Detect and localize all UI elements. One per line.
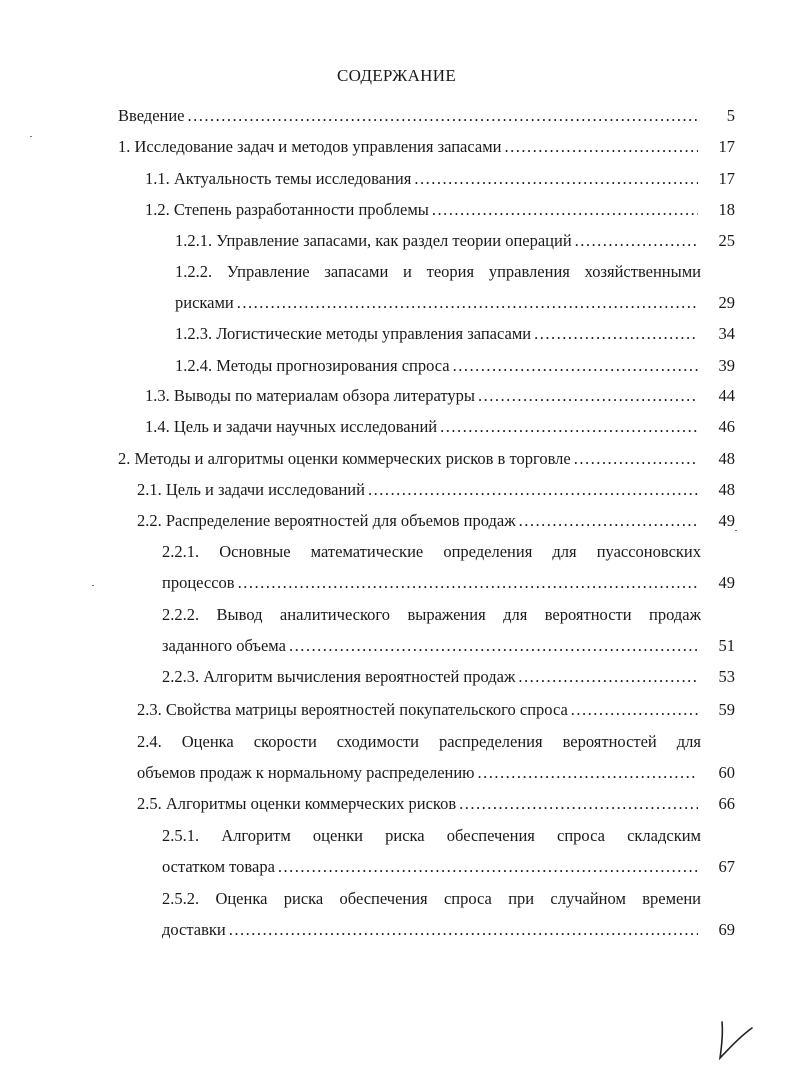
- leader-dots: [289, 635, 698, 657]
- toc-entry-title-cont: процессов: [162, 573, 235, 592]
- leader-dots: [368, 479, 698, 501]
- toc-entry-title: 1.4. Цель и задачи научных исследований: [145, 417, 438, 436]
- toc-entry: [175, 292, 735, 314]
- toc-entry-title: 2. Методы и алгоритмы оценки коммерческих рисков в торговле: [118, 449, 571, 468]
- toc-page-number: 5: [726, 106, 735, 125]
- page-title: СОДЕРЖАНИЕ: [336, 66, 457, 85]
- leader-dots: [188, 105, 698, 127]
- leader-dots: [534, 323, 698, 345]
- toc-entry-title: 1.1. Актуальность темы исследования: [145, 169, 412, 188]
- toc-entry-title-cont: доставки: [162, 920, 226, 939]
- toc-entry-title: 2.2.3. Алгоритм вычисления вероятностей продаж: [162, 667, 516, 686]
- toc-entry: [137, 479, 735, 501]
- leader-dots: [459, 793, 698, 815]
- toc-entry: [145, 385, 735, 407]
- toc-entry: [137, 510, 735, 532]
- toc-entry-title: 1.3. Выводы по материалам обзора литературы: [145, 386, 475, 405]
- toc-entry: [118, 105, 735, 127]
- leader-dots: [571, 699, 698, 721]
- toc-entry: [137, 793, 735, 815]
- toc-page-number: 34: [718, 324, 735, 343]
- toc-entry: [175, 355, 735, 377]
- leader-dots: [229, 919, 698, 941]
- leader-dots: [504, 136, 698, 158]
- scan-speck: [30, 136, 32, 137]
- toc-entry-title: 2.3. Свойства матрицы вероятностей покупательского спроса: [137, 700, 568, 719]
- leader-dots: [478, 385, 698, 407]
- toc-entry: [162, 919, 735, 941]
- toc-entry-title: 2.2.1. Основные математические определения для пуассоновских: [162, 542, 701, 561]
- toc-entry-title: 2.5.2. Оценка риска обеспечения спроса при случайном времени: [162, 889, 701, 908]
- toc-entry: [145, 168, 735, 190]
- leader-dots: [237, 292, 698, 314]
- toc-entry-title: 1.2.2. Управление запасами и теория управления хозяйственными: [175, 262, 701, 281]
- toc-page-number: 49: [718, 573, 735, 592]
- toc-entry: [137, 699, 735, 721]
- toc-page-number: 53: [718, 667, 735, 686]
- toc-entry-line1: [162, 541, 735, 563]
- toc-entry-title: 1.2.1. Управление запасами, как раздел теории операций: [175, 231, 572, 250]
- toc-page-number: 29: [718, 293, 735, 312]
- leader-dots: [574, 448, 698, 470]
- toc-page-number: 67: [718, 857, 735, 876]
- leader-dots: [414, 168, 698, 190]
- toc-entry: [162, 572, 735, 594]
- toc-page-number: 69: [718, 920, 735, 939]
- toc-entry-title-cont: рисками: [175, 293, 234, 312]
- toc-entry: [175, 230, 735, 252]
- leader-dots: [440, 416, 698, 438]
- toc-entry-title-cont: остатком товара: [162, 857, 275, 876]
- toc-entry-title: 2.2. Распределение вероятностей для объемов продаж: [137, 511, 516, 530]
- leader-dots: [432, 199, 698, 221]
- scan-speck: [735, 530, 737, 531]
- toc-page-number: 44: [718, 386, 735, 405]
- toc-page-number: 66: [718, 794, 735, 813]
- leader-dots: [575, 230, 698, 252]
- toc-entry-title: 2.4. Оценка скорости сходимости распределения вероятностей для: [137, 732, 701, 751]
- toc-entry: [175, 323, 735, 345]
- toc-entry: [145, 199, 735, 221]
- scan-speck: [92, 585, 94, 586]
- toc-page-number: 48: [718, 480, 735, 499]
- leader-dots: [278, 856, 698, 878]
- toc-page-number: 60: [718, 763, 735, 782]
- toc-page-number: 48: [718, 449, 735, 468]
- toc-page-number: 18: [718, 200, 735, 219]
- leader-dots: [453, 355, 698, 377]
- toc-entry-title: 2.5. Алгоритмы оценки коммерческих рисков: [137, 794, 457, 813]
- toc-entry-line1: [162, 888, 735, 910]
- toc-page-number: 59: [718, 700, 735, 719]
- toc-entry-title-cont: заданного объема: [162, 636, 286, 655]
- toc-entry-line1: [175, 261, 735, 283]
- toc-entry: [137, 762, 735, 784]
- toc-entry-title: Введение: [118, 106, 185, 125]
- leader-dots: [519, 510, 698, 532]
- toc-entry: [145, 416, 735, 438]
- toc-entry-line1: [162, 604, 735, 626]
- toc-entry-title: 1.2.4. Методы прогнозирования спроса: [175, 356, 450, 375]
- toc-entry-line1: [162, 825, 735, 847]
- toc-entry-title: 1.2. Степень разработанности проблемы: [145, 200, 429, 219]
- toc-entry-line1: [137, 731, 735, 753]
- toc-entry: [162, 856, 735, 878]
- leader-dots: [478, 762, 698, 784]
- toc-entry: [162, 635, 735, 657]
- toc-entry-title: 1.2.3. Логистические методы управления запасами: [175, 324, 532, 343]
- toc-page-number: 25: [718, 231, 735, 250]
- leader-dots: [518, 666, 698, 688]
- toc-page-number: 39: [718, 356, 735, 375]
- toc-page-number: 46: [718, 417, 735, 436]
- toc-entry-title: 2.5.1. Алгоритм оценки риска обеспечения спроса складским: [162, 826, 701, 845]
- toc-page-number: 49: [718, 511, 735, 530]
- toc-entry-title: 1. Исследование задач и методов управления запасами: [118, 137, 502, 156]
- toc-entry: [118, 448, 735, 470]
- toc-entry: [162, 666, 735, 688]
- toc-page-number: 17: [718, 169, 735, 188]
- toc-entry: [118, 136, 735, 158]
- toc-page-number: 17: [718, 137, 735, 156]
- leader-dots: [238, 572, 698, 594]
- toc-entry-title: 2.1. Цель и задачи исследований: [137, 480, 365, 499]
- toc-entry-title-cont: объемов продаж к нормальному распределению: [137, 763, 475, 782]
- toc-page-number: 51: [718, 636, 735, 655]
- signature-mark-icon: [716, 1018, 756, 1063]
- toc-entry-title: 2.2.2. Вывод аналитического выражения для вероятности продаж: [162, 605, 701, 624]
